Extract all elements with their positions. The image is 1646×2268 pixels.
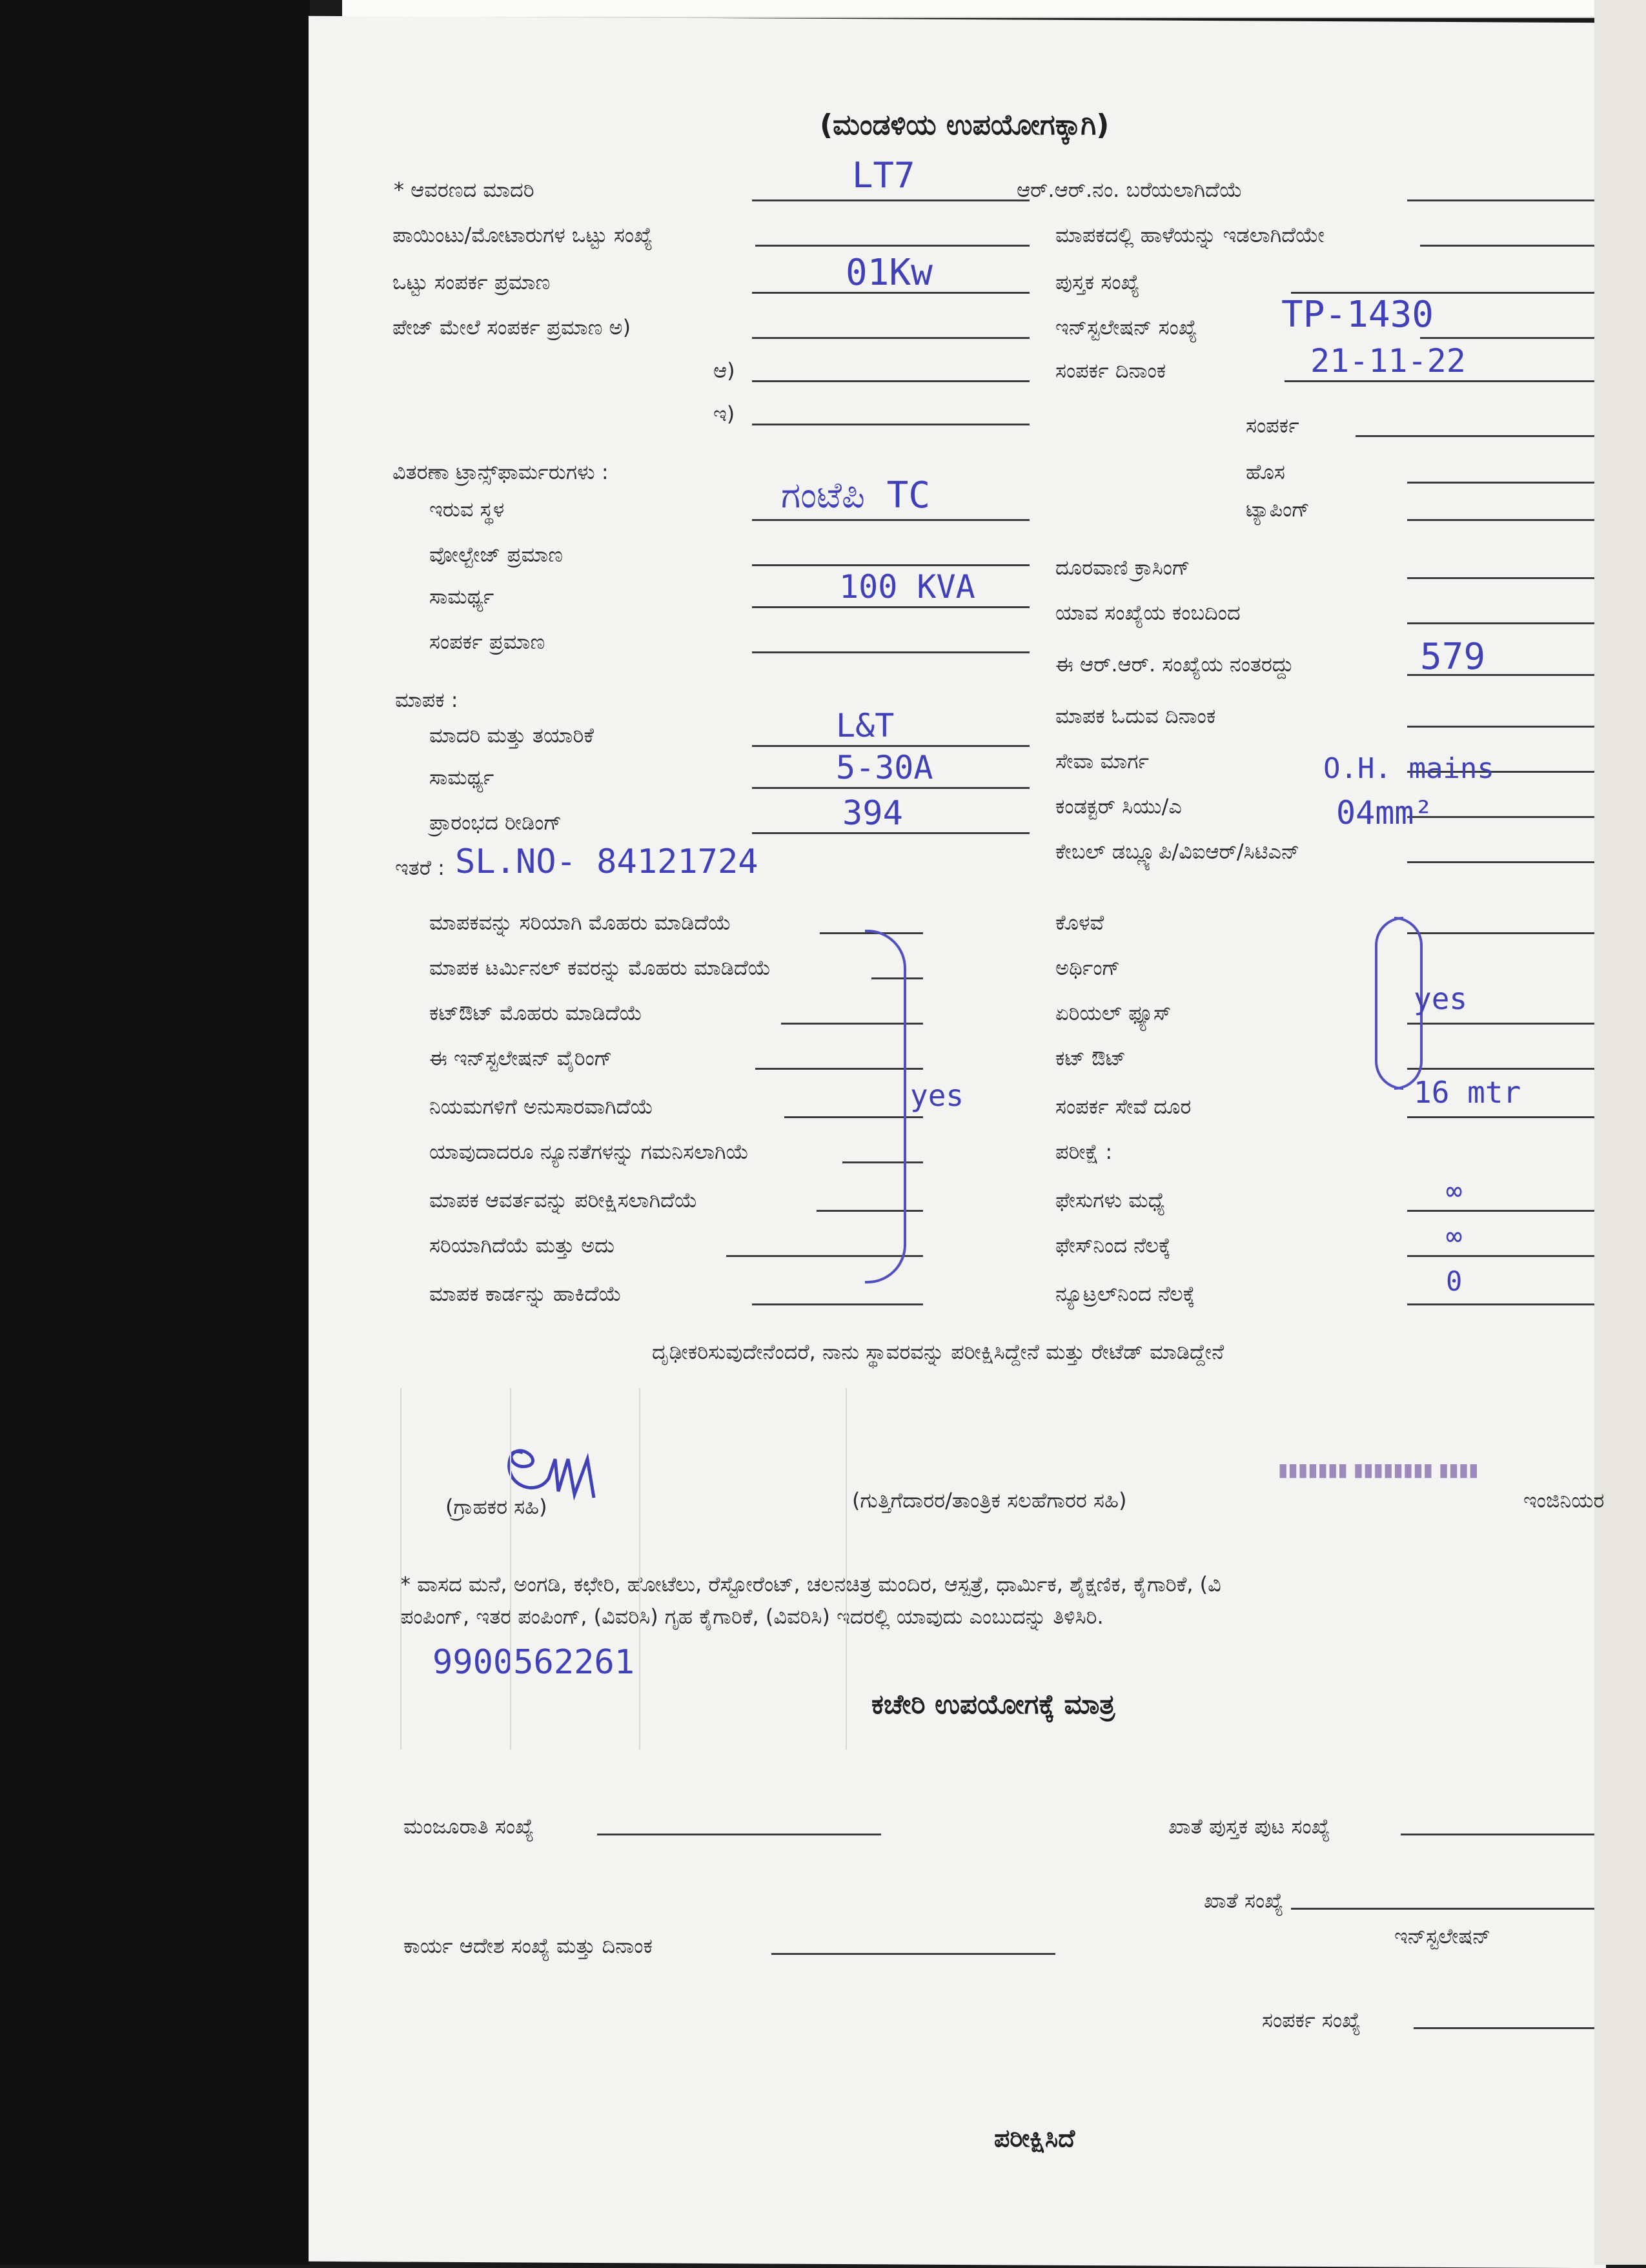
right-fill-line — [1407, 1023, 1594, 1025]
right-fill-line — [1407, 1068, 1594, 1070]
left-fill-line — [752, 1303, 923, 1305]
installation-label: ಇನ್‌ಸ್ಟಲೇಷನ್ — [1394, 1924, 1491, 1948]
left-fill-line — [755, 245, 1030, 247]
account-no-label: ಖಾತೆ ಸಂಖ್ಯೆ — [1204, 1888, 1284, 1913]
right-label: ಹೊಸ — [1246, 460, 1285, 484]
left-label: ಆ) — [713, 358, 735, 383]
left-label: ವಿತರಣಾ ಟ್ರಾನ್ಸ್‌ಫಾರ್ಮರುಗಳು : — [392, 460, 609, 484]
right-label: ಸಂಪರ್ಕ — [1246, 413, 1299, 438]
right-label: ಕಟ್ ಔಟ್ — [1055, 1046, 1126, 1070]
left-label: ಇ) — [713, 402, 735, 426]
left-fill-line — [752, 380, 1030, 382]
right-fill-line — [1407, 816, 1594, 818]
left-label: ಯಾವುದಾದರೂ ನ್ಯೂನತೆಗಳನ್ನು ಗಮನಿಸಲಾಗಿಯೆ — [429, 1139, 749, 1164]
sanction-no-label: ಮಂಜೂರಾತಿ ಸಂಖ್ಯೆ — [403, 1814, 534, 1839]
right-fill-line — [1407, 622, 1594, 624]
office-use-title: ಕಚೇರಿ ಉಪಯೋಗಕ್ಕೆ ಮಾತ್ರ — [871, 1688, 1115, 1720]
right-fill-line — [1407, 577, 1594, 579]
footnote-line-2: ಪಂಪಿಂಗ್, ಇತರ ಪಂಪಿಂಗ್, (ವಿವರಿಸಿ) ಗೃಹ ಕೈಗಾರಿಕೆ, (ವಿವರಿಸಿ) ಇದರಲ್ಲಿ ಯಾವುದು ಎಂಬುದನ್ನು ತಿಳಿಸಿರಿ. — [400, 1604, 1104, 1629]
right-fill-line — [1407, 861, 1594, 863]
right-label: ಕೊಳವೆ — [1055, 910, 1104, 935]
ledger-page-label: ಖಾತೆ ಪುಸ್ತಕ ಪುಟ ಸಂಖ್ಯೆ — [1168, 1814, 1330, 1839]
work-order-line — [771, 1953, 1055, 1955]
right-label: ಪರೀಕ್ಷೆ : — [1055, 1139, 1113, 1164]
right-label: ದೂರವಾಣಿ ಕ್ರಾಸಿಂಗ್ — [1055, 555, 1190, 580]
left-fill-line — [752, 745, 1030, 747]
connection-no-label: ಸಂಪರ್ಕ ಸಂಖ್ಯೆ — [1262, 2008, 1361, 2032]
left-fill-line — [752, 606, 1030, 608]
right-fill-line — [1285, 380, 1594, 382]
left-brace — [865, 930, 906, 1283]
left-label: ಮಾಪಕ ಕಾರ್ಡನ್ನು ಹಾಕಿದೆಯೆ — [429, 1282, 622, 1306]
left-label: ಇತರೆ : — [395, 855, 445, 880]
right-fill-line — [1407, 199, 1594, 201]
bleed-line — [510, 1388, 511, 1750]
left-handwritten-value: 100 KVA — [839, 568, 975, 606]
right-label: ಟ್ಯಾಪಿಂಗ್ — [1246, 497, 1310, 522]
left-fill-line — [752, 199, 1030, 201]
right-label: ಏರಿಯಲ್ ಫ್ಯೂಸ್ — [1055, 1001, 1172, 1025]
right-handwritten-value: 16 mtr — [1414, 1075, 1521, 1110]
underlying-page-edge — [1594, 0, 1646, 2265]
certification-text: ದೃಢೀಕರಿಸುವುದೇನೆಂದರೆ, ನಾನು ಸ್ಥಾವರವನ್ನು ಪರೀಕ್ಷಿಸಿದ್ದೇನೆ ಮತ್ತು ರೇಟೆಡ್ ಮಾಡಿದ್ದೇನೆ — [652, 1340, 1224, 1364]
right-label: ಮಾಪಕ ಓದುವ ದಿನಾಂಕ — [1055, 704, 1216, 728]
right-fill-line — [1420, 245, 1594, 247]
right-label: ಸಂಪರ್ಕ ದಿನಾಂಕ — [1055, 358, 1166, 383]
right-fill-line — [1420, 337, 1594, 339]
left-label: ಪ್ರಾರಂಭದ ರೀಡಿಂಗ್ — [429, 810, 562, 835]
left-fill-line — [752, 519, 1030, 521]
right-fill-line — [1407, 1210, 1594, 1212]
right-handwritten-value: 04mm² — [1336, 794, 1434, 832]
left-handwritten-value: 394 — [842, 794, 903, 833]
right-handwritten-value: 0 — [1446, 1265, 1463, 1297]
left-fill-line — [752, 424, 1030, 425]
left-label: ಒಟ್ಟು ಸಂಪರ್ಕ ಪ್ರಮಾಣ — [392, 270, 551, 294]
left-handwritten-value: 5-30A — [836, 749, 933, 786]
left-label: ಸರಿಯಾಗಿದೆಯೆ ಮತ್ತು ಅದು — [429, 1233, 615, 1258]
right-label: ಯಾವ ಸಂಖ್ಯೆಯ ಕಂಬದಿಂದ — [1055, 600, 1241, 625]
right-label: ಫೇಸ್‌ನಿಂದ ನೆಲಕ್ಕೆ — [1055, 1233, 1171, 1258]
right-handwritten-value: O.H. mains — [1323, 752, 1494, 785]
right-label: ನ್ಯೂಟ್ರಲ್‌ನಿಂದ ನೆಲಕ್ಕೆ — [1055, 1282, 1195, 1306]
right-label: ಇನ್‌ಸ್ಟಲೇಷನ್ ಸಂಖ್ಯೆ — [1055, 315, 1197, 340]
account-no-line — [1291, 1908, 1594, 1910]
right-fill-line — [1407, 1255, 1594, 1257]
engineer-label: ಇಂಜಿನಿಯರ — [1523, 1488, 1605, 1513]
left-label: ಸಾಮರ್ಥ್ಯ — [429, 584, 494, 609]
left-label: ಕಟ್‌ಔಟ್ ಮೊಹರು ಮಾಡಿದೆಯೆ — [429, 1001, 643, 1025]
checked-label: ಪರೀಕ್ಷಿಸಿದೆ — [994, 2124, 1075, 2152]
left-label: ವೋಲ್ಟೇಜ್ ಪ್ರಮಾಣ — [429, 542, 563, 567]
left-label: ಇರುವ ಸ್ಥಳ — [429, 497, 505, 522]
left-label: ಮಾಪಕ : — [395, 688, 458, 712]
bleed-line — [639, 1388, 640, 1750]
left-label: ಸಂಪರ್ಕ ಪ್ರಮಾಣ — [429, 629, 545, 654]
left-label: ಪಾಯಿಂಟು/ಮೋಟಾರುಗಳ ಒಟ್ಟು ಸಂಖ್ಯೆ — [392, 223, 653, 247]
left-label: ಮಾಪಕ ಆವರ್ತವನ್ನು ಪರೀಕ್ಷಿಸಲಾಗಿದೆಯೆ — [429, 1188, 698, 1212]
right-fill-line — [1407, 519, 1594, 521]
connection-no-line — [1414, 2027, 1594, 2029]
right-label: ಆರ್.ಆರ್.ನಂ. ಬರೆಯಲಾಗಿದೆಯೆ — [1017, 178, 1243, 202]
right-label: ಕೇಬಲ್ ಡಬ್ಲ್ಯೂಪಿ/ವಿಐಆರ್/ಸಿಟಿಎನ್ — [1055, 839, 1300, 864]
right-fill-line — [1407, 1116, 1594, 1118]
right-handwritten-value: 21-11-22 — [1310, 342, 1466, 380]
contractor-signature-label: (ಗುತ್ತಿಗೆದಾರರ/ತಾಂತ್ರಿಕ ಸಲಹೆಗಾರರ ಸಹಿ) — [852, 1488, 1127, 1513]
left-label: * ಆವರಣದ ಮಾದರಿ — [394, 178, 534, 202]
left-handwritten-value: SL.NO- 84121724 — [455, 843, 758, 881]
left-fill-line — [752, 564, 1030, 566]
right-brace-value: yes — [1414, 981, 1468, 1016]
left-label: ಸಾಮರ್ಥ್ಯ — [429, 765, 494, 790]
left-label: ಮಾಪಕ ಟರ್ಮಿನಲ್ ಕವರನ್ನು ಮೊಹರು ಮಾಡಿದೆಯೆ — [429, 955, 771, 980]
right-label: ಫೇಸುಗಳು ಮಧ್ಯೆ — [1055, 1188, 1166, 1212]
left-handwritten-value: L&T — [836, 707, 895, 744]
right-label: ಸೇವಾ ಮಾರ್ಗ — [1055, 749, 1150, 773]
underlying-page-strip — [342, 0, 1601, 18]
sanction-no-line — [597, 1834, 881, 1835]
left-handwritten-value: LT7 — [852, 155, 915, 196]
right-fill-line — [1407, 482, 1594, 484]
left-brace-value: yes — [910, 1078, 964, 1113]
left-label: ಮಾಪಕವನ್ನು ಸರಿಯಾಗಿ ಮೊಹರು ಮಾಡಿದೆಯೆ — [429, 910, 731, 935]
phone-number: 9900562261 — [432, 1643, 635, 1682]
left-handwritten-value: ಗಂಟೆಪಿ TC — [781, 475, 931, 516]
right-fill-line — [1407, 726, 1594, 728]
bleed-line — [846, 1388, 847, 1750]
left-label: ಪೇಜ್ ಮೇಲೆ ಸಂಪರ್ಕ ಪ್ರಮಾಣ ಅ) — [392, 315, 631, 340]
right-fill-line — [1407, 932, 1594, 934]
ledger-page-line — [1401, 1834, 1594, 1835]
right-handwritten-value: 579 — [1420, 636, 1486, 678]
left-label: ಮಾದರಿ ಮತ್ತು ತಯಾರಿಕೆ — [429, 723, 594, 748]
right-label: ಸಂಪರ್ಕ ಸೇವೆ ದೂರ — [1055, 1094, 1192, 1119]
left-fill-line — [752, 337, 1030, 339]
bleed-line — [400, 1388, 401, 1750]
right-label: ಕಂಡಕ್ಟರ್ ಸಿಯು/ಎ — [1055, 794, 1182, 819]
left-handwritten-value: 01Kw — [846, 252, 933, 294]
left-fill-line — [752, 651, 1030, 653]
right-label: ಈ ಆರ್.ಆರ್. ಸಂಖ್ಯೆಯ ನಂತರದ್ದು — [1055, 652, 1294, 677]
left-label: ನಿಯಮಗಳಿಗೆ ಅನುಸಾರವಾಗಿದೆಯೆ — [429, 1094, 654, 1119]
right-label: ಮಾಪಕದಲ್ಲಿ ಹಾಳೆಯನ್ನು ಇಡಲಾಗಿದೆಯೇ — [1055, 223, 1325, 247]
right-handwritten-value: TP-1430 — [1281, 294, 1434, 336]
right-handwritten-value: ∞ — [1446, 1175, 1463, 1207]
right-fill-line — [1356, 435, 1594, 437]
right-label: ಪುಸ್ತಕ ಸಂಖ್ಯೆ — [1055, 270, 1140, 294]
left-label: ಈ ಇನ್‌ಸ್ಟಲೇಷನ್ ವೈರಿಂಗ್ — [429, 1046, 613, 1070]
footnote-line-1: * ವಾಸದ ಮನೆ, ಅಂಗಡಿ, ಕಛೇರಿ, ಹೋಟೆಲು, ರೆಸ್ಟೋರೆಂಟ್, ಚಲನಚಿತ್ರ ಮಂದಿರ, ಆಸ್ಪತ್ರೆ, ಧಾರ್ಮಿಕ, ಶೈಕ್ಷಣಿಕ, ಕೈಗಾರಿಕೆ, (ವಿ — [400, 1572, 1221, 1597]
customer-signature-label: (ಗ್ರಾಹಕರ ಸಹಿ) — [445, 1495, 547, 1519]
right-fill-line — [1407, 1303, 1594, 1305]
form-title: (ಮಂಡಳಿಯ ಉಪಯೋಗಕ್ಕಾಗಿ) — [820, 108, 1110, 141]
left-fill-line — [752, 787, 1030, 789]
scan-background — [0, 0, 310, 2265]
work-order-label: ಕಾರ್ಯ ಆದೇಶ ಸಂಖ್ಯೆ ಮತ್ತು ದಿನಾಂಕ — [403, 1934, 653, 1958]
right-label: ಅರ್ಥಿಂಗ್ — [1055, 955, 1121, 980]
right-handwritten-value: ∞ — [1446, 1220, 1463, 1252]
engineer-stamp: ▮▮▮▮▮▮▮ ▮▮▮▮▮▮▮▮ ▮▮▮▮ — [1278, 1459, 1479, 1480]
